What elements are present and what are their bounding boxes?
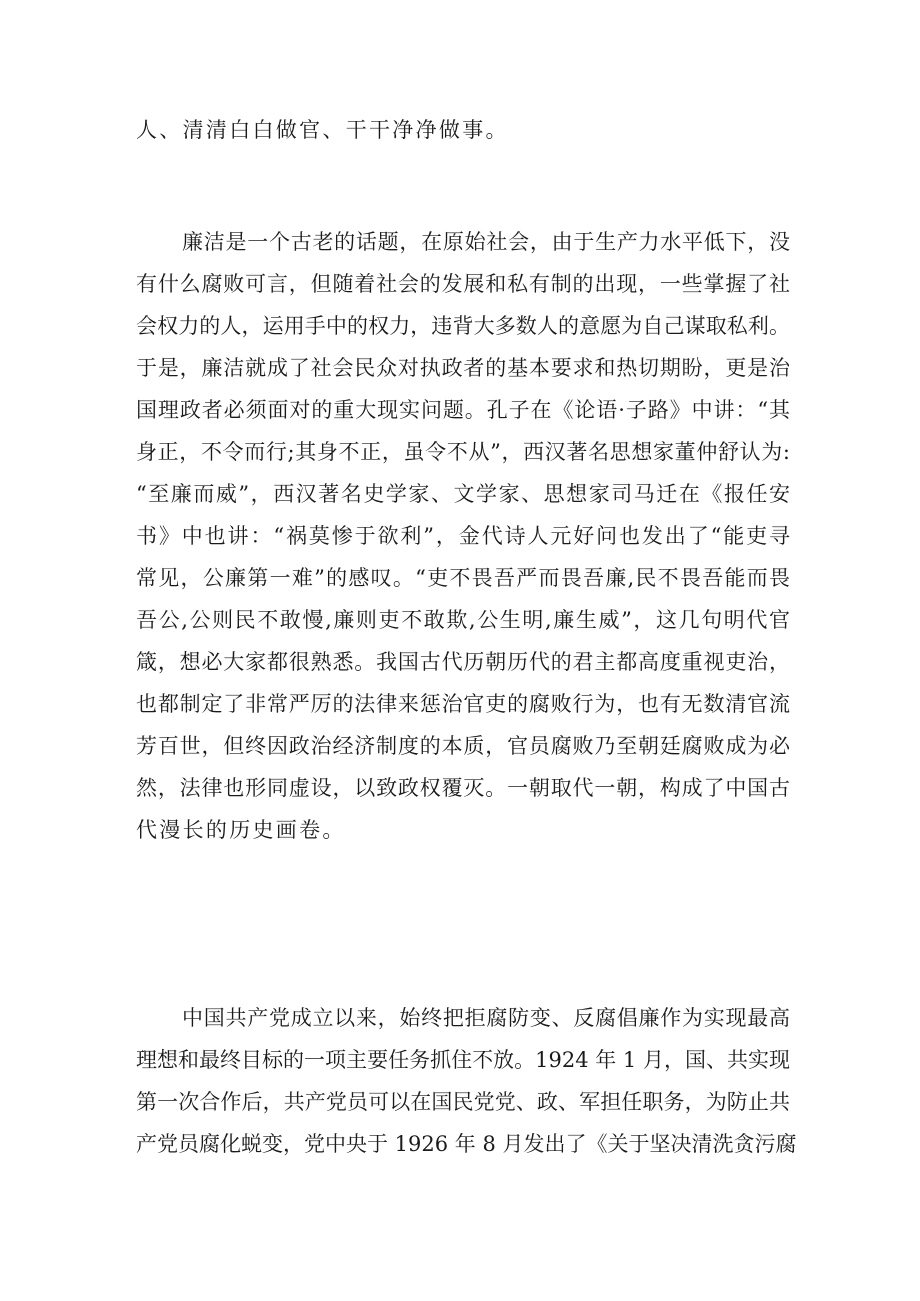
paragraph-2-line-1: 廉洁是一个古老的话题，在原始社会，由于生产力水平低下，没	[182, 230, 790, 254]
paragraph-2-line-2: 有什么腐败可言，但随着社会的发展和私有制的出现，一些掌握了社	[136, 272, 790, 296]
paragraph-1-line-1: 人、清清白白做官、干干净净做事。	[136, 118, 509, 142]
paragraph-2-line-13: 芳百世，但终因政治经济制度的本质，官员腐败乃至朝廷腐败成为必	[136, 734, 790, 758]
paragraph-2-line-12: 也都制定了非常严厉的法律来惩治官吏的腐败行为，也有无数清官流	[136, 692, 790, 716]
paragraph-2-line-9: 常见，公廉第一难”的感叹。“吏不畏吾严而畏吾廉,民不畏吾能而畏	[136, 566, 790, 590]
paragraph-2-line-5: 国理政者必须面对的重大现实问题。孔子在《论语·子路》中讲：“其	[136, 398, 790, 422]
paragraph-2-line-6: 身正，不令而行;其身不正，虽令不从”，西汉著名思想家董仲舒认为:	[136, 440, 790, 464]
paragraph-2-line-4: 于是，廉洁就成了社会民众对执政者的基本要求和热切期盼，更是治	[136, 356, 790, 380]
paragraph-2-line-15: 代漫长的历史画卷。	[136, 818, 346, 842]
paragraph-2-line-3: 会权力的人，运用手中的权力，违背大多数人的意愿为自己谋取私利。	[136, 314, 790, 338]
paragraph-3-line-2: 理想和最终目标的一项主要任务抓住不放。1924 年 1 月，国、共实现	[136, 1048, 790, 1072]
paragraph-3-line-3: 第一次合作后，共产党员可以在国民党党、政、军担任职务，为防止共	[136, 1090, 790, 1114]
paragraph-2-line-14: 然，法律也形同虚设，以致政权覆灭。一朝取代一朝，构成了中国古	[136, 776, 790, 800]
paragraph-3-line-1: 中国共产党成立以来，始终把拒腐防变、反腐倡廉作为实现最高	[182, 1006, 790, 1030]
paragraph-2-line-10: 吾公,公则民不敢慢,廉则吏不敢欺,公生明,廉生威”，这几句明代官	[136, 608, 790, 632]
paragraph-2-line-11: 箴，想必大家都很熟悉。我国古代历朝历代的君主都高度重视吏治，	[136, 650, 790, 674]
paragraph-2-line-8: 书》中也讲：“祸莫惨于欲利”，金代诗人元好问也发出了“能吏寻	[136, 524, 790, 548]
paragraph-2-line-7: “至廉而威”，西汉著名史学家、文学家、思想家司马迁在《报任安	[136, 482, 790, 506]
paragraph-3-line-4: 产党员腐化蜕变，党中央于 1926 年 8 月发出了《关于坚决清洗贪污腐	[136, 1132, 797, 1156]
